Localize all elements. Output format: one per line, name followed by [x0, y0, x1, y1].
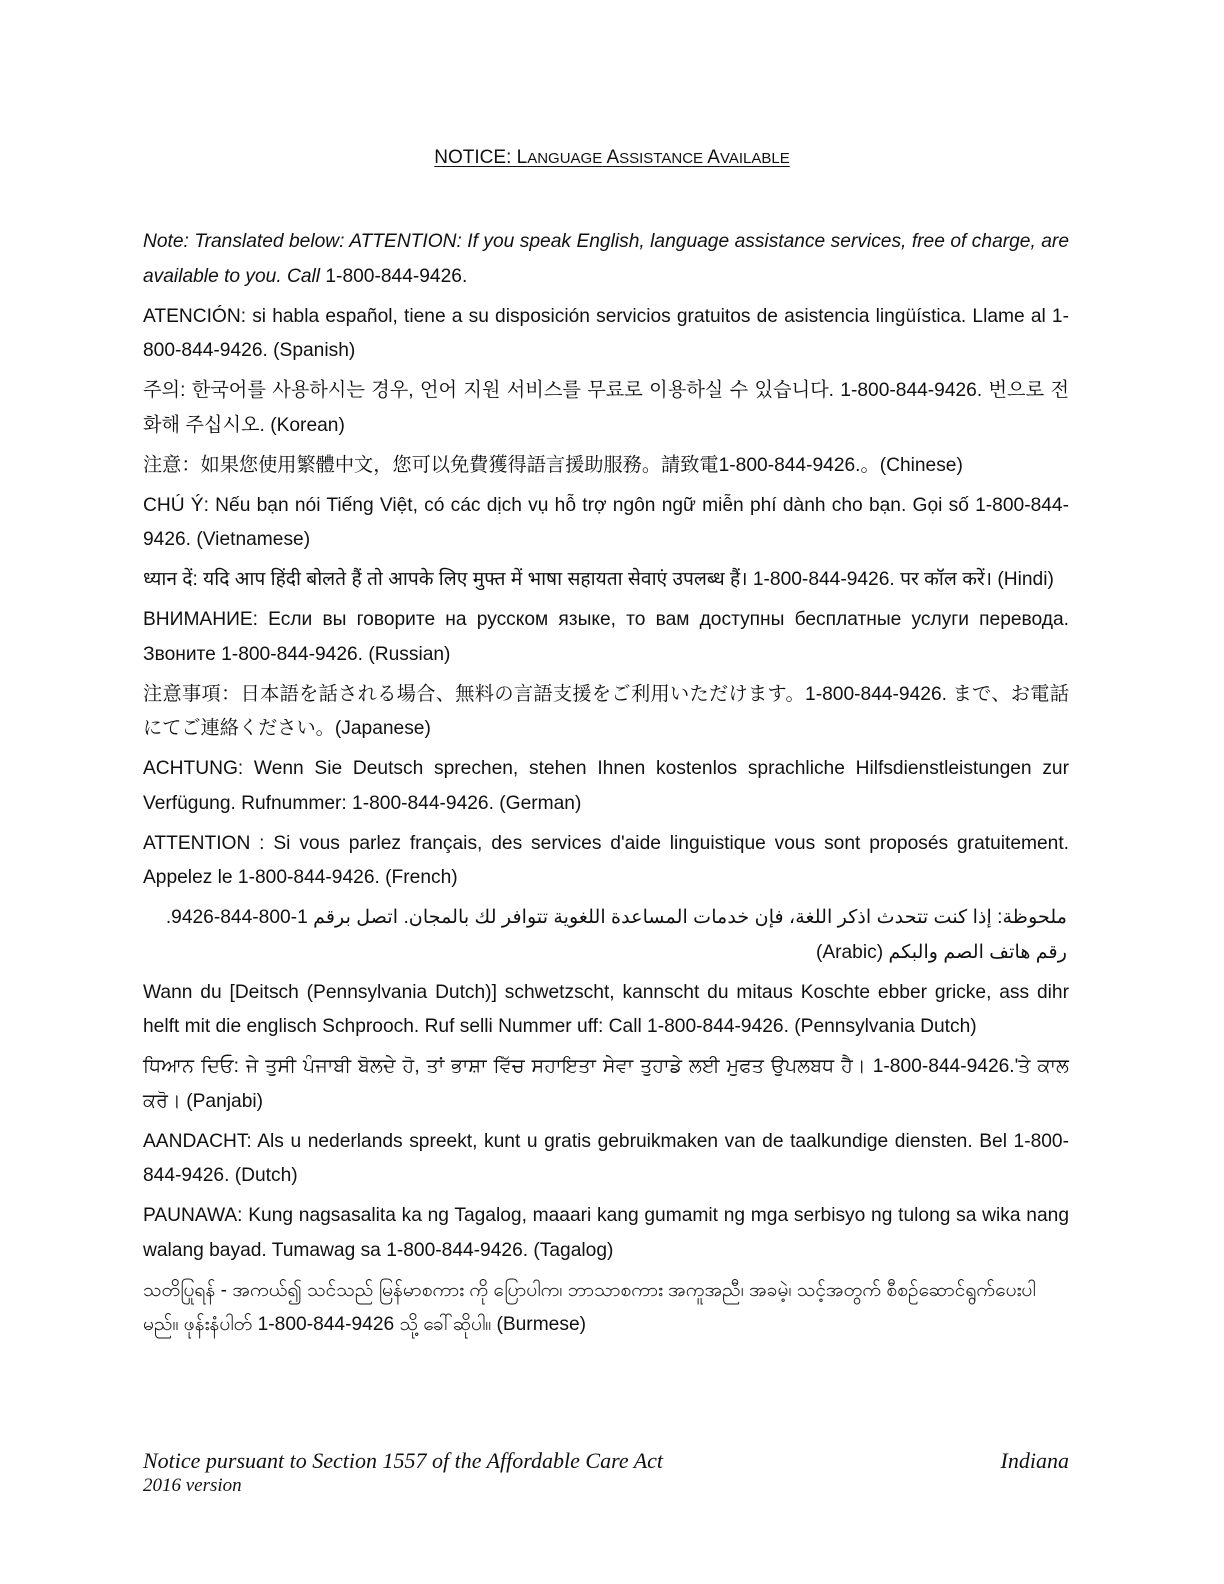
entry-tagalog: PAUNAWA: Kung nagsasalita ka ng Tagalog, maaari kang gumamit ng mga serbisyo ng tulong sa wika nang walang bayad. Tumawag sa 1-800-844-9426. (Tagalog) [143, 1205, 1069, 1261]
entry-english [143, 225, 1069, 294]
entry-german: ACHTUNG: Wenn Sie Deutsch sprechen, stehen Ihnen kostenlos sprachliche Hilfsdienstleistungen zur Verfügung. Rufnummer: 1-800-844-9426. (German) [143, 758, 1069, 814]
entry-russian: ВНИМАНИЕ: Если вы говорите на русском языке, то вам доступны бесплатные услуги перевода. Звоните 1-800-844-9426. (Russian) [143, 609, 1069, 665]
footer-version: 2016 version [143, 1475, 242, 1496]
entry-vietnamese: CHÚ Ý: Nếu bạn nói Tiếng Việt, có các dịch vụ hỗ trợ ngôn ngữ miễn phí dành cho bạn. Gọi số 1-800-844-9426. (Vietnamese) [143, 494, 1069, 550]
notice-body [143, 225, 1069, 1347]
footer-notice-text: Notice pursuant to Section 1557 of the Affordable Care Act [143, 1448, 664, 1473]
title-part: ANGUAGE [527, 150, 603, 167]
title-container [0, 147, 1224, 169]
title-part: A [703, 147, 720, 168]
entry-arabic: ملحوظة: إذا كنت تتحدث اذكر اللغة، فإن خدمات المساعدة اللغوية تتوافر لك بالمجان. اتصل برقم 1-800-844-9426. رقم هاتف الصم والبكم (Arabic) [165, 907, 1067, 963]
entry-panjabi: ਧਿਆਨ ਦਿਓ: ਜੇ ਤੁਸੀ ਪੰਜਾਬੀ ਬੋਲਦੇ ਹੋ, ਤਾਂ ਭਾਸ਼ਾ ਵਿੱਚ ਸਹਾਇਤਾ ਸੇਵਾ ਤੁਹਾਡੇ ਲਈ ਮੁਫਤ ਉਪਲਬਧ ਹੈ। 1-800-844-9426.'ਤੇ ਕਾਲ ਕਰੋ। (Panjabi) [143, 1056, 1069, 1112]
page-footer [143, 1447, 1069, 1497]
footer-state: Indiana [1000, 1448, 1069, 1473]
title-part: NOTICE: L [434, 147, 528, 168]
title-part: VAILABLE [719, 150, 790, 167]
entry-english-text: Note: Translated below: ATTENTION: If you speak English, language assistance services, free of charge, are available to you. Call [143, 231, 1069, 287]
entry-korean: 주의: 한국어를 사용하시는 경우, 언어 지원 서비스를 무료로 이용하실 수 있습니다. 1-800-844-9426. 번으로 전화해 주십시오. (Korean) [143, 380, 1069, 436]
entry-hindi: ध्यान दें: यदि आप हिंदी बोलते हैं तो आपके लिए मुफ्त में भाषा सहायता सेवाएं उपलब्ध हैं। 1-800-844-9426. पर कॉल करें। (Hindi) [143, 569, 1054, 590]
entry-burmese: သတိပြုရန် - အကယ်၍ သင်သည် မြန်မာစကား ကို ပြောပါက၊ ဘာသာစကား အကူအညီ၊ အခမဲ့၊ သင့်အတွက် စီစဉ်ဆောင်ရွက်ပေးပါမည်။ ဖုန်းနံပါတ် 1-800-844-9426 သို့ ခေါ်ဆိုပါ။ (Burmese) [143, 1279, 1036, 1335]
footer-row [143, 1447, 1069, 1475]
title-part: SSISTANCE [619, 150, 704, 167]
page-title [434, 147, 789, 168]
entry-french: ATTENTION : Si vous parlez français, des services d'aide linguistique vous sont proposés gratuitement. Appelez le 1-800-844-9426. (French) [143, 832, 1069, 888]
entry-chinese: 注意：如果您使用繁體中文，您可以免費獲得語言援助服務。請致電1-800-844-9426.。(Chinese) [143, 454, 963, 476]
title-part: A [602, 147, 620, 168]
entry-spanish: ATENCIÓN: si habla español, tiene a su disposición servicios gratuitos de asistencia lingüística. Llame al 1-800-844-9426. (Spanish) [143, 305, 1069, 361]
entry-dutch: AANDACHT: Als u nederlands spreekt, kunt u gratis gebruikmaken van de taalkundige diensten. Bel 1-800-844-9426. (Dutch) [143, 1130, 1069, 1186]
entry-english-phone: 1-800-844-9426. [325, 265, 468, 287]
entry-japanese: 注意事項：日本語を話される場合、無料の言語支援をご利用いただけます。1-800-844-9426. まで、お電話にてご連絡ください。(Japanese) [143, 683, 1069, 739]
entry-pennsylvania-dutch: Wann du [Deitsch (Pennsylvania Dutch)] schwetzscht, kannscht du mitaus Koschte ebber gricke, ass dihr helft mit die englisch Schprooch. Ruf selli Nummer uff: Call 1-800-844-9426. (Pennsylvania Dutch) [143, 981, 1069, 1037]
